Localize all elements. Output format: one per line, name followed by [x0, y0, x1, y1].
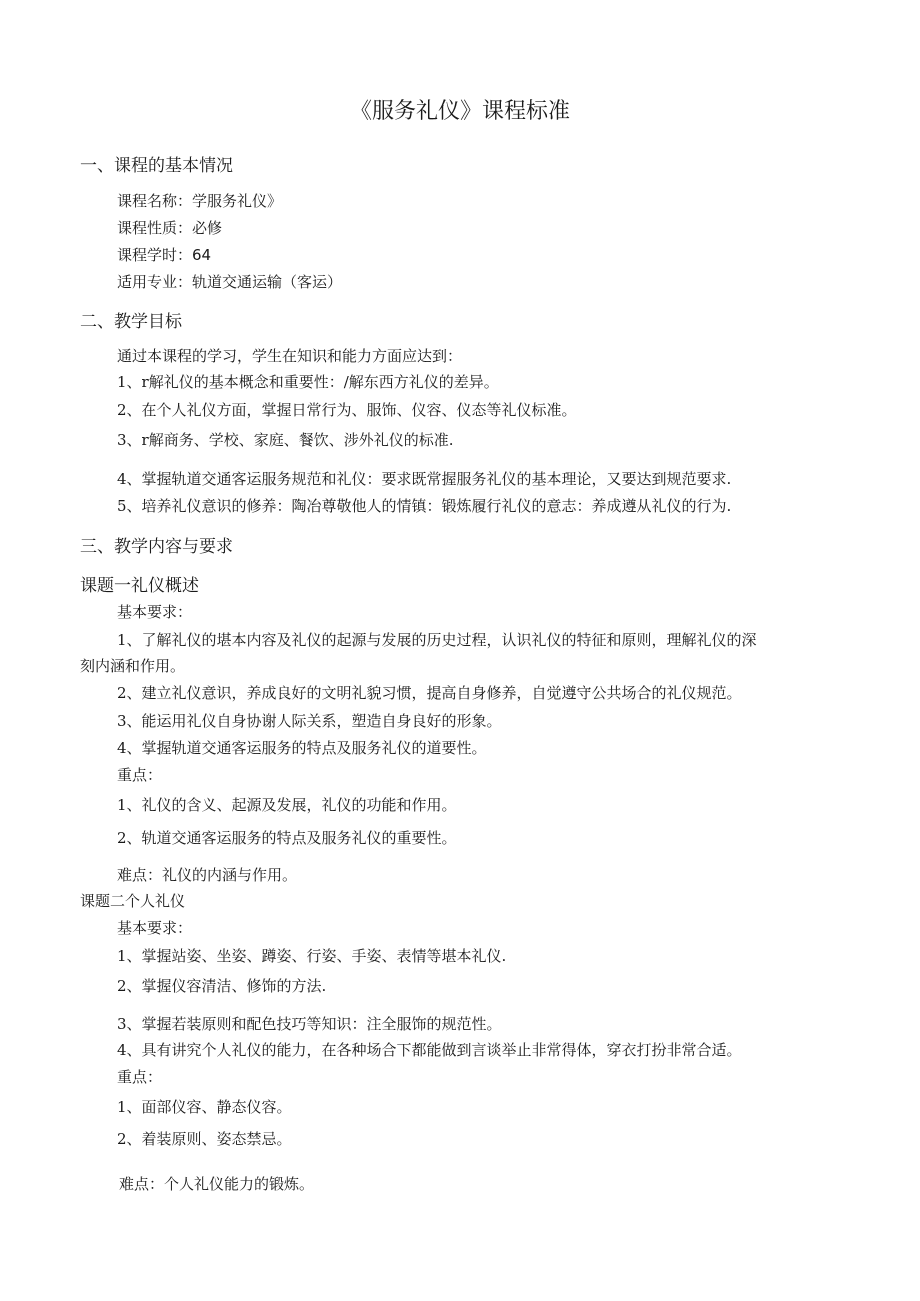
topic1-key-label: 重点：	[117, 766, 163, 784]
topic1-req: 4、掌握轨道交通客运服务的特点及服务礼仪的道要性。	[117, 739, 487, 757]
topic2-difficulty: 难点：个人礼仪能力的锻炼。	[119, 1175, 315, 1193]
topic1-key: 2、轨道交通客运服务的特点及服务礼仪的重要性。	[117, 829, 457, 847]
goal-item: 5、培养礼仪意识的修养：陶冶尊敬他人的情镇：锻炼履行礼仪的意志：养成遵从礼仪的行为.	[117, 497, 732, 515]
topic1-req-cont: 刻内涵和作用。	[80, 657, 186, 675]
topic2-title: 课题二个人礼仪	[80, 892, 186, 910]
course-major: 适用专业：轨道交通运输（客运）	[117, 273, 343, 291]
goal-item: 4、掌握轨道交通客运服务规范和礼仪：要求既常握服务礼仪的基本理论，又要达到规范要求.	[117, 470, 732, 488]
topic2-key: 1、面部仪容、静态仪容。	[117, 1098, 292, 1116]
course-hours: 课程学时：64	[117, 246, 212, 264]
course-name: 课程名称：学服务礼仪》	[117, 192, 283, 210]
topic1-req: 1、了解礼仪的堪本内容及礼仪的起源与发展的历史过程，认识礼仪的特征和原则，理解礼仪的深	[117, 631, 757, 649]
section3-heading: 三、教学内容与要求	[80, 537, 233, 557]
section1-heading: 一、课程的基本情况	[80, 156, 233, 176]
topic2-basic-label: 基本要求：	[117, 919, 193, 937]
document-title: 《服务礼仪》课程标准	[349, 99, 570, 124]
topic1-key: 1、礼仪的含义、起源及发展，礼仪的功能和作用。	[117, 796, 457, 814]
topic1-difficulty: 难点：礼仪的内涵与作用。	[117, 866, 298, 884]
topic2-req: 3、掌握若装原则和配色技巧等知识：注全服饰的规范性。	[117, 1015, 502, 1033]
topic2-req: 2、掌握仪容清洁、修饰的方法.	[117, 977, 327, 995]
topic1-title: 课题一礼仪概述	[80, 576, 199, 596]
section2-heading: 二、教学目标	[80, 312, 182, 332]
topic1-req: 3、能运用礼仪自身协谢人际关系，塑造自身良好的形象。	[117, 712, 502, 730]
topic1-req: 2、建立礼仪意识，养成良好的文明礼貌习惯，提高自身修养，自觉遵守公共场合的礼仪规范。	[117, 684, 742, 702]
topic2-key: 2、着装原则、姿态禁忌。	[117, 1130, 292, 1148]
topic1-basic-label: 基本要求：	[117, 603, 193, 621]
course-nature: 课程性质：必修	[117, 219, 223, 237]
topic2-req: 1、掌握站姿、坐姿、蹲姿、行姿、手姿、表情等堪本礼仪.	[117, 947, 507, 965]
topic2-key-label: 重点：	[117, 1068, 163, 1086]
goal-item: 1、r解礼仪的基本概念和重要性：/解东西方礼仪的差异。	[117, 373, 499, 391]
goals-intro: 通过本课程的学习，学生在知识和能力方面应达到：	[117, 347, 463, 365]
topic2-req: 4、具有讲究个人礼仪的能力，在各种场合下都能做到言谈举止非常得体，穿衣打扮非常合适。	[117, 1041, 742, 1059]
goal-item: 3、r解商务、学校、家庭、餐饮、涉外礼仪的标准.	[117, 431, 454, 449]
goal-item: 2、在个人礼仪方面，掌握日常行为、服饰、仪容、仪态等礼仪标准。	[117, 401, 577, 419]
